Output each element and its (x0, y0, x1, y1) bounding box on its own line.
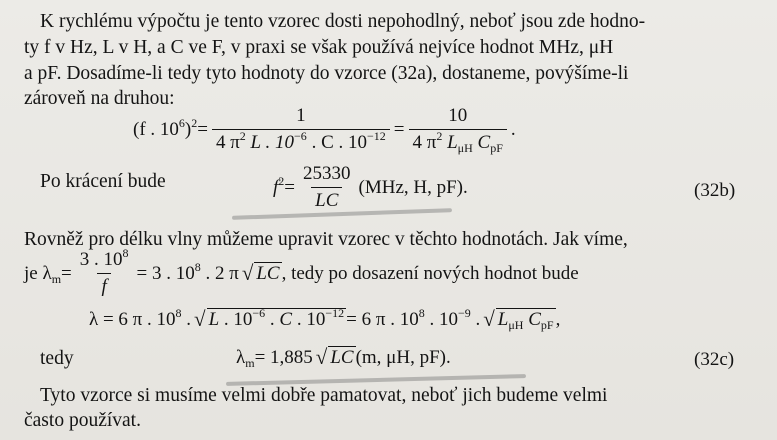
eq3-sqrt-1: L . $10^{-6}$ . C . $10^{-12}$ (208, 306, 345, 330)
eq4-prefix: tedy (40, 348, 74, 369)
eq1-equals: = (197, 118, 208, 140)
eq1-equals-2: = (393, 118, 405, 140)
eq4-sqrt: LC (330, 347, 354, 368)
eq1-fraction-1-denominator: 4 $\pi^2$ L . $10^{-6}$ . C . $10^{-12}$ (212, 129, 390, 154)
paragraph3-line1: Tyto vzorce si musíme velmi dobře pamatovat, neboť jich budeme velmi (40, 385, 608, 406)
paragraph1-line3: a pF. Dosadíme-li tedy tyto hodnoty do vzorce (32a), dostaneme, povýšíme-li (24, 63, 629, 84)
lambda-fraction-numerator: 3 . $10^8$ (79, 246, 129, 270)
eq3-lhs: λ = 6 π . $10^8$ . (89, 305, 192, 330)
eq2-fraction (299, 164, 355, 212)
eq1-tail: . (510, 118, 516, 140)
equation-1 (133, 106, 516, 154)
equation-3 (89, 307, 560, 332)
eq2-equals: = (284, 176, 295, 198)
eq4-lhs: $\lambda_m$ (236, 346, 255, 370)
sqrt-symbol-3: √ (483, 307, 495, 331)
paragraph2-line2 (24, 246, 579, 298)
equation-4-number: (32c) (694, 349, 735, 370)
eq4-units: (m, μH, pF). (355, 346, 451, 368)
paragraph1-line2: ty f v Hz, L v H, a C ve F, v praxi se však používá nejvíce hodnot MHz, μH (24, 37, 614, 58)
paragraph3-line2: často používat. (24, 410, 141, 431)
paragraph1-line1 (40, 12, 734, 32)
sqrt-symbol-4: √ (315, 345, 328, 369)
eq2-units: (MHz, H, pF). (358, 176, 468, 198)
sqrt-symbol: √ (241, 261, 254, 286)
equation-4 (236, 345, 451, 370)
eq2-numerator: 25330 (303, 163, 351, 184)
eq1-fraction-2-numerator: 10 (448, 105, 468, 126)
text-po-kraceni: Po krácení bude (40, 171, 166, 192)
lambda-fraction-denominator: f (97, 273, 110, 298)
lambda-fraction (76, 246, 133, 298)
eq3-sqrt-2: $L_{\mu H}$ $C_{pF}$ (497, 309, 554, 332)
eq1-fraction-2 (409, 106, 507, 154)
sqrt-lc: LC (256, 263, 280, 285)
sqrt-symbol-2: √ (194, 307, 206, 331)
eq3-middle: = 6 π . $10^8$ . $10^{-9}$ . (346, 305, 481, 330)
eq1-lhs: (f . $10^6)^2$ (133, 115, 198, 140)
lambda-m-def: je $\lambda_m$ (24, 262, 62, 286)
eq1-fraction-1 (212, 106, 390, 154)
equation-2-number: (32b) (694, 180, 736, 201)
eq1-fraction-2-denominator: 4 $\pi^2$ $L_{\mu H}$ $C_{pF}$ (409, 129, 507, 154)
eq3-tail: , (555, 308, 561, 330)
paragraph1-line4: zároveň na druhou: (24, 88, 175, 109)
paragraph1-line1-text: K rychlému výpočtu je tento vzorec dosti nepohodlný, neboť jsou zde hodno- (40, 11, 646, 32)
eq2-lhs: $f^2$ (273, 173, 285, 198)
eq2-denominator: LC (311, 187, 342, 212)
lambda-expansion: = 3 . $10^8$ . 2 π (136, 259, 239, 284)
paragraph2-equals: = (61, 262, 72, 284)
equation-2 (273, 164, 468, 212)
paragraph2-line1: Rovněž pro délku vlny můžeme upravit vzorec v těchto hodnotách. Jak víme, (24, 229, 628, 250)
paragraph2-line2-tail: , tedy po dosazení nových hodnot bude (281, 262, 579, 284)
eq4-body: = 1,885 (254, 346, 313, 368)
eq1-fraction-1-numerator: 1 (296, 105, 306, 126)
